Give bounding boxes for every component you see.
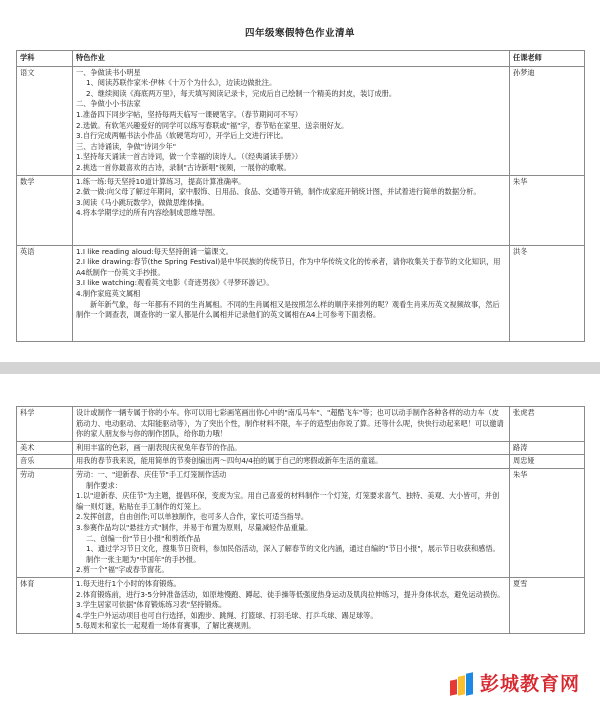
watermark-logo — [450, 669, 580, 696]
teacher-cell: 周忠娅 — [510, 455, 585, 469]
homework-table-1 — [16, 50, 585, 342]
homework-line: 新年新气象，每一年都有不同的生肖属相。不同的生肖属相又是按照怎么样的顺序来排列的呢？观看生肖来历英文视频故事，然后制作一个调查表，调查你的一家人都是什么属相并记录他们的英文属相在A4上可参考下面表格。 — [76, 299, 500, 320]
table-row-labor — [17, 468, 585, 577]
homework-line: 二、争做小小书法家 — [76, 99, 141, 109]
subject-cell: 英语 — [17, 245, 73, 341]
homework-table-2 — [16, 406, 585, 634]
document-title: 四年级寒假特色作业清单 — [244, 28, 355, 39]
homework-line: 1.I like reading aloud:每天坚持朗诵一篇课文。 — [76, 246, 233, 256]
homework-line: 制作要求： — [86, 480, 122, 490]
homework-line: 1.每天进行1个小时的体育锻炼。 — [76, 578, 181, 588]
homework-line: 设计或制作一辆专属于你的小车。你可以用七彩画笔画出你心中的"南瓜马车"、"超酷飞车"等；也可以动手制作各种各样的动力车（皮筋动力、电动驱动、太阳能驱动等），为了突出个性，制作材料不限，车子的造型由你说了算。还等什么呢，快快行动起来吧！可以邀请你的家人朋友参与你的制作团队，给你助力哦！ — [76, 408, 504, 439]
homework-line: 1.练一练:每天坚持10道计算练习，提高计算准确率。 — [76, 176, 246, 186]
homework-line: 二、创编一份"节日小报"和剪纸作品 — [86, 533, 201, 543]
table-header-row — [17, 51, 585, 67]
subject-cell: 科学 — [17, 407, 73, 442]
teacher-cell: 张虎君 — [510, 407, 585, 442]
teacher-cell: 孙梦迪 — [510, 66, 585, 175]
homework-cell — [73, 441, 510, 455]
books-icon — [450, 671, 476, 695]
table-row-music — [17, 455, 585, 469]
homework-line: 2.I like drawing:春节(the Spring Festival)是中华民族的传统节日，作为中华传统文化的传承者，请你收集关于春节的文化知识，用A4纸制作一份英文手抄报。 — [76, 257, 501, 277]
subject-cell: 语文 — [17, 66, 73, 175]
homework-line: 一、争做读书小明星 — [76, 67, 141, 77]
homework-cell — [73, 455, 510, 469]
teacher-cell: 朱华 — [510, 175, 585, 245]
subject-cell: 美术 — [17, 441, 73, 455]
homework-line: 3.学生居家可依据"体育锻炼练习表"坚持锻炼。 — [76, 600, 227, 610]
homework-cell — [73, 468, 510, 577]
homework-line: 3.阅读《马小跳玩数学》，做做思维体操。 — [76, 197, 209, 207]
homework-line: 1.准备四下同步字帖，坚持每两天临写一课硬笔字。（春节期间可不写） — [76, 109, 303, 119]
subject-cell: 体育 — [17, 577, 73, 633]
teacher-cell: 路涛 — [510, 441, 585, 455]
homework-line: 3.I like watching:观看英文电影《奇迹男孩》《寻梦环游记》。 — [76, 278, 274, 288]
homework-line: 1、阅读苏联作家米·伊林《十万个为什么》，边读边做批注。 — [86, 78, 277, 88]
table-row-math — [17, 175, 585, 245]
homework-line: 2.做一做:向父母了解过年期间，家中服饰、日用品、食品、交通等开销，制作成家庭开销统计图，并试着进行简单的数据分析。 — [76, 187, 481, 197]
subject-cell: 劳动 — [17, 468, 73, 577]
header-homework: 特色作业 — [73, 51, 510, 67]
homework-line: 5.每周末和家长一起观看一场体育赛事，了解比赛规则。 — [76, 621, 256, 631]
teacher-cell: 夏雪 — [510, 577, 585, 633]
homework-line: 2.选做。有软笔兴趣爱好的同学可以练写春联或"福"字，春节贴在家里、送亲朋好友。 — [76, 120, 349, 130]
homework-line: 2.挑选一首你最喜欢的古诗，录制"古诗新唱"视频，一展你的歌喉。 — [76, 162, 291, 172]
homework-cell — [73, 175, 510, 245]
document-page-2 — [0, 374, 600, 702]
table-row-art — [17, 441, 585, 455]
homework-line: 1.坚持每天诵读一首古诗词，做一个幸福的读诗人。（《经典诵读手册》） — [76, 152, 303, 162]
header-subject: 学科 — [17, 51, 73, 67]
homework-line: 4.制作家庭英文属相 — [76, 288, 141, 298]
homework-line: 3.参赛作品均以"悬挂方式"制作，并易于布置为原则，尽量减轻作品重量。 — [76, 522, 313, 532]
homework-cell — [73, 577, 510, 633]
table-row-pe — [17, 577, 585, 633]
subject-cell: 数学 — [17, 175, 73, 245]
page-separator — [0, 362, 600, 374]
watermark-text: 彭城教育网 — [479, 673, 580, 695]
table-row-english — [17, 245, 585, 341]
homework-line: 2.剪一个"福"字或春节窗花。 — [76, 565, 169, 575]
homework-line: 三、古诗诵读，争做"诗词少年" — [76, 141, 177, 151]
homework-line: 1、通过学习节日文化，搜集节日资料，参加民俗活动，深入了解春节的文化内涵，通过自编的"节日小报"，展示节日收获和感悟。制作一张主题为"中国年"的手抄报。 — [86, 544, 500, 564]
homework-cell — [73, 245, 510, 341]
homework-line: 4.将本学期学过的所有内容绘制成思维导图。 — [76, 208, 220, 218]
homework-line: 2.体育锻炼前，进行3-5分钟准备活动，如原地慢跑、蹲起、徒手操等低强度热身运动及肌肉拉伸练习，提升身体状态，避免运动损伤。 — [76, 589, 505, 599]
homework-line: 劳动：一、"迎新春、庆佳节"手工灯笼制作活动 — [76, 469, 227, 479]
header-teacher: 任课老师 — [510, 51, 585, 67]
homework-line: 2、继续阅读《海底两万里》，每天填写阅读记录卡，完成后自己绘制一个精美的封皮，装订成册。 — [86, 88, 397, 98]
homework-line: 用我的春节我来说，能用简单的节奏创编出两～四句4/4拍的属于自己的寒假或新年生活的童谣。 — [76, 456, 383, 466]
teacher-cell: 朱华 — [510, 468, 585, 577]
teacher-cell: 洪冬 — [510, 245, 585, 341]
homework-line: 2.发挥创意，自由创作;可以单独制作，也可多人合作，家长可适当指导。 — [76, 512, 309, 522]
homework-line: 利用丰富的色彩，画一副表现庆祝兔年春节的作品。 — [76, 442, 242, 452]
table-row-chinese — [17, 66, 585, 175]
subject-cell: 音乐 — [17, 455, 73, 469]
homework-line: 1.以"迎新春、庆佳节"为主题，提倡环保，变废为宝。用自己喜爱的材料制作一个灯笼，灯笼要求喜气、独特、美观、大小皆可，并创编一则灯谜，粘贴在手工制作的灯笼上。 — [76, 491, 500, 511]
table-row-science — [17, 407, 585, 442]
homework-line: 3.自行完成两幅书法小作品（软硬笔均可），开学后上交进行评比。 — [76, 131, 288, 141]
homework-cell — [73, 66, 510, 175]
homework-cell — [73, 407, 510, 442]
homework-line: 4.学生户外运动项目也可自行选择，如跑步、跳绳、打篮球、打羽毛球、打乒乓球、踢足球等。 — [76, 610, 378, 620]
